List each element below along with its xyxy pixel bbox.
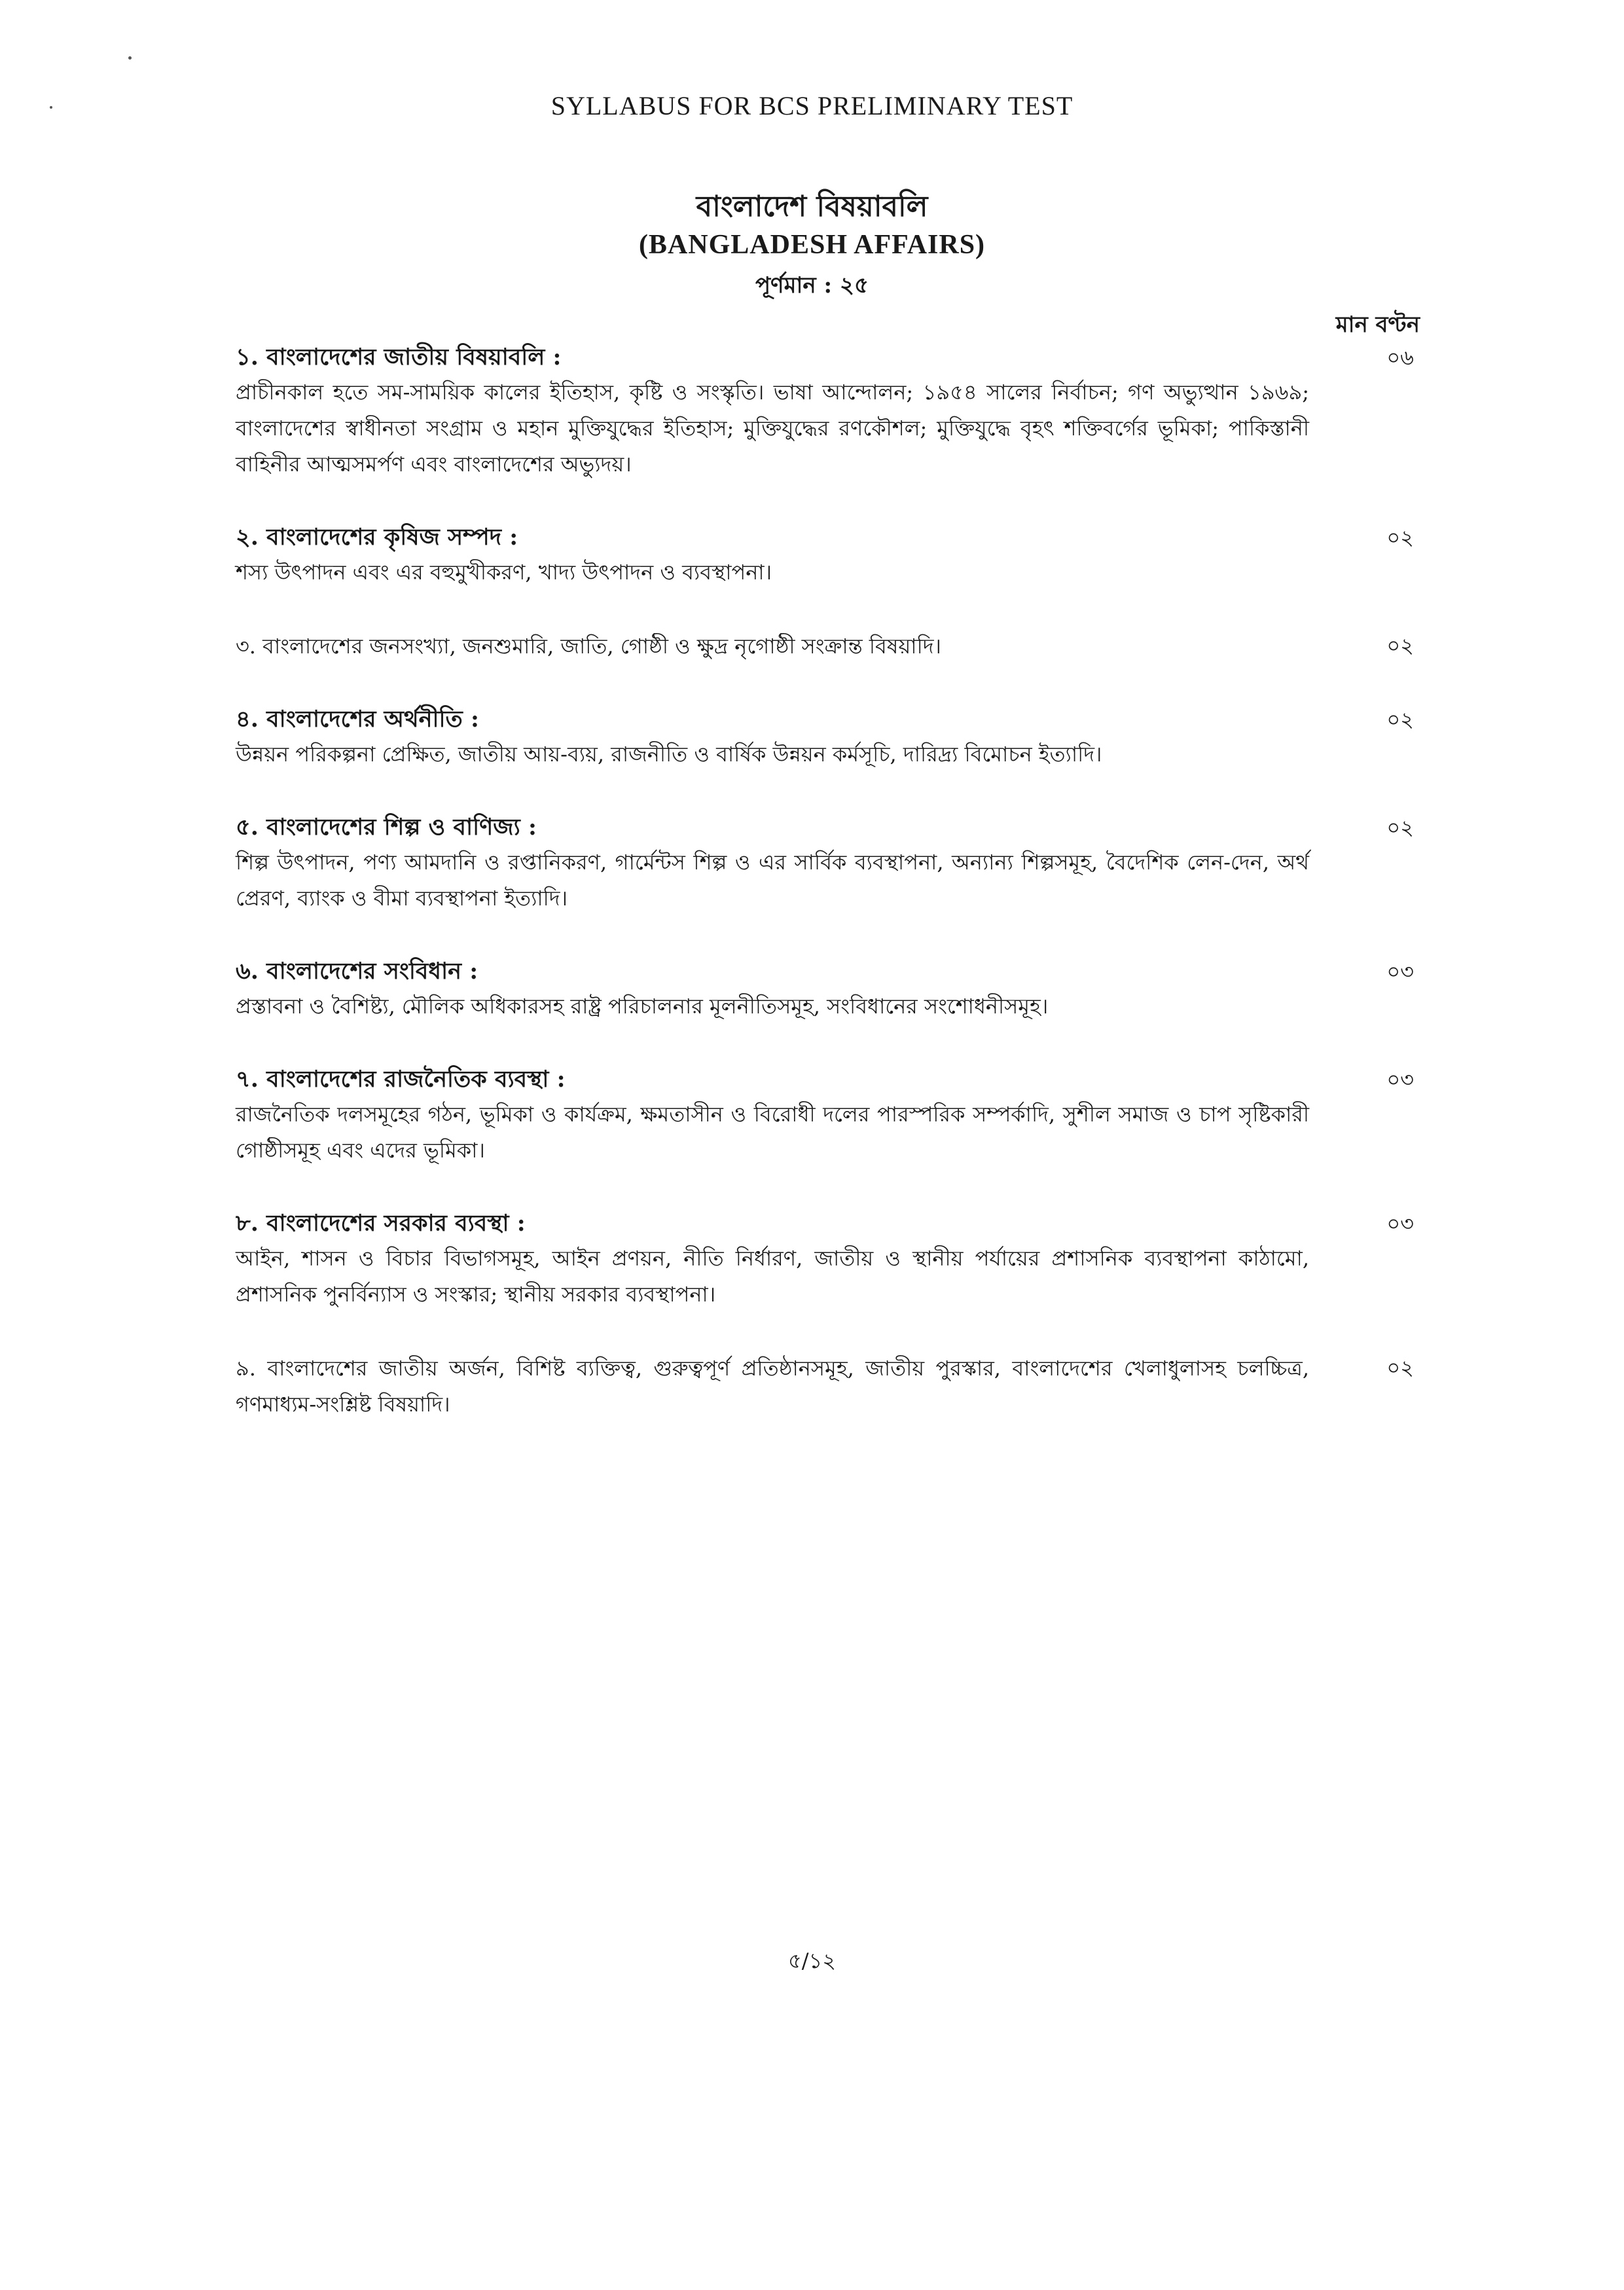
syllabus-section bbox=[236, 1063, 1414, 1169]
marks-column-header: মান বণ্টন bbox=[1335, 312, 1420, 338]
subject-title-bn: বাংলাদেশ বিষয়াবলি bbox=[696, 190, 928, 223]
section-marks: ০৩ bbox=[1386, 1211, 1414, 1236]
section-marks: ০২ bbox=[1386, 1355, 1414, 1380]
section-marks: ০২ bbox=[1386, 815, 1414, 840]
section-heading: ৫. বাংলাদেশের শিল্প ও বাণিজ্য : bbox=[236, 814, 537, 841]
section-heading: ৬. বাংলাদেশের সংবিধান : bbox=[236, 958, 478, 985]
syllabus-section bbox=[236, 702, 1414, 772]
section-heading: ৭. বাংলাদেশের রাজনৈতিক ব্যবস্থা : bbox=[236, 1066, 566, 1093]
section-body: শস্য উৎপাদন এবং এর বহুমুখীকরণ, খাদ্য উৎপাদন ও ব্যবস্থাপনা। bbox=[236, 560, 772, 585]
subject-title-en: (BANGLADESH AFFAIRS) bbox=[638, 230, 986, 260]
full-marks: পূর্ণমান : ২৫ bbox=[755, 272, 869, 299]
section-marks: ০২ bbox=[1386, 525, 1414, 550]
syllabus-section bbox=[236, 628, 1414, 664]
section-body: রাজনৈতিক দলসমূহের গঠন, ভূমিকা ও কার্যক্রম, ক্ষমতাসীন ও বিরোধী দলের পারস্পরিক সম্পর্কাদি, সুশীল সমাজ ও চাপ সৃষ্টিকারী গোষ্ঠীসমূহ এবং এদের ভূমিকা। bbox=[236, 1102, 1309, 1163]
section-body: উন্নয়ন পরিকল্পনা প্রেক্ষিত, জাতীয় আয়-ব্যয়, রাজনীতি ও বার্ষিক উন্নয়ন কর্মসূচি, দারিদ্র্য বিমোচন ইত্যাদি। bbox=[236, 742, 1102, 767]
syllabus-section bbox=[236, 810, 1414, 917]
section-marks: ০২ bbox=[1386, 633, 1414, 658]
syllabus-section bbox=[236, 1207, 1414, 1313]
section-marks: ০২ bbox=[1386, 707, 1414, 732]
syllabus-section bbox=[236, 954, 1414, 1025]
section-heading: ৮. বাংলাদেশের সরকার ব্যবস্থা : bbox=[236, 1210, 526, 1237]
page-header: SYLLABUS FOR BCS PRELIMINARY TEST bbox=[550, 91, 1074, 120]
section-body: ৩. বাংলাদেশের জনসংখ্যা, জনশুমারি, জাতি, গোষ্ঠী ও ক্ষুদ্র নৃগোষ্ঠী সংক্রান্ত বিষয়াদি। bbox=[236, 634, 941, 659]
section-heading: ৪. বাংলাদেশের অর্থনীতি : bbox=[236, 706, 479, 733]
section-heading: ১. বাংলাদেশের জাতীয় বিষয়াবলি : bbox=[236, 344, 562, 371]
section-marks: ০৩ bbox=[1386, 1067, 1414, 1092]
section-body: শিল্প উৎপাদন, পণ্য আমদানি ও রপ্তানিকরণ, গার্মেন্টস শিল্প ও এর সার্বিক ব্যবস্থাপনা, অন্যান্য শিল্পসমূহ, বৈদেশিক লেন-দেন, অর্থ প্রেরণ, ব্যাংক ও বীমা ব্যবস্থাপনা ইত্যাদি। bbox=[236, 850, 1309, 911]
section-marks: ০৬ bbox=[1386, 345, 1414, 370]
section-body: ৯. বাংলাদেশের জাতীয় অর্জন, বিশিষ্ট ব্যক্তিত্ব, গুরুত্বপূর্ণ প্রতিষ্ঠানসমূহ, জাতীয় পুরস্কার, বাংলাদেশের খেলাধুলাসহ চলচ্চিত্র, গণমাধ্যম-সংশ্লিষ্ট বিষয়াদি। bbox=[236, 1356, 1309, 1417]
section-heading: ২. বাংলাদেশের কৃষিজ সম্পদ : bbox=[236, 524, 518, 551]
syllabus-section bbox=[236, 1351, 1414, 1423]
section-body: প্রাচীনকাল হতে সম-সাময়িক কালের ইতিহাস, কৃষ্টি ও সংস্কৃতি। ভাষা আন্দোলন; ১৯৫৪ সালের নির্বাচন; গণ অভ্যুত্থান ১৯৬৯; বাংলাদেশের স্বাধীনতা সংগ্রাম ও মহান মুক্তিযুদ্ধের ইতিহাস; মুক্তিযুদ্ধের রণকৌশল; মুক্তিযুদ্ধে বৃহৎ শক্তিবর্গের ভূমিকা; পাকিস্তানী বাহিনীর আত্মসমর্পণ এবং বাংলাদেশের অভ্যুদয়। bbox=[236, 380, 1309, 477]
section-body: আইন, শাসন ও বিচার বিভাগসমূহ, আইন প্রণয়ন, নীতি নির্ধারণ, জাতীয় ও স্থানীয় পর্যায়ের প্রশাসনিক ব্যবস্থাপনা কাঠামো, প্রশাসনিক পুনর্বিন্যাস ও সংস্কার; স্থানীয় সরকার ব্যবস্থাপনা। bbox=[236, 1246, 1309, 1307]
syllabus-sections bbox=[236, 340, 1414, 1461]
section-body: প্রস্তাবনা ও বৈশিষ্ট্য, মৌলিক অধিকারসহ রাষ্ট্র পরিচালনার মূলনীতিসমূহ, সংবিধানের সংশোধনীসমূহ। bbox=[236, 994, 1049, 1019]
page-number: ৫/১২ bbox=[787, 1948, 837, 1973]
syllabus-section bbox=[236, 340, 1414, 482]
syllabus-section bbox=[236, 520, 1414, 591]
scan-speck bbox=[128, 56, 132, 60]
section-marks: ০৩ bbox=[1386, 959, 1414, 984]
